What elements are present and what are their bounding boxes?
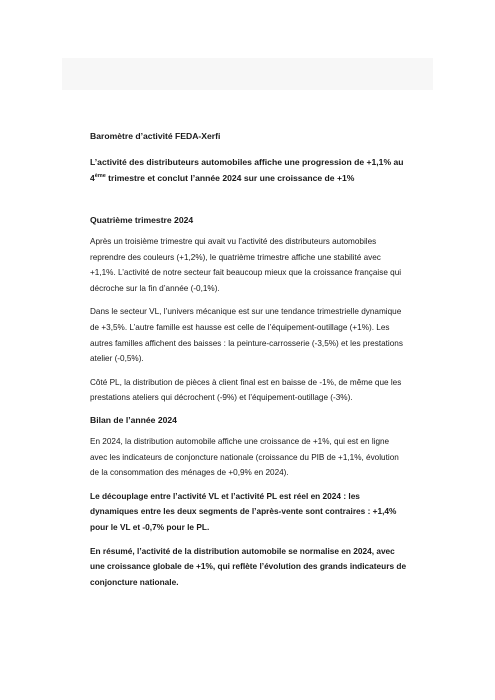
title-superscript: ème xyxy=(94,173,106,180)
section-heading-q4: Quatrième trimestre 2024 xyxy=(90,215,194,225)
paragraph: Dans le secteur VL, l’univers mécanique est sur une tendance trimestrielle dynamique de +3,5%. L’autre famille est hausse est celle de l’équipement-outillage (+1%). Les autres familles affichent des baisses : la peinture-carrosserie (-3,5%) et les prestations atelier (-0,5%). xyxy=(90,307,403,364)
document-title xyxy=(90,154,408,186)
document-kicker: Baromètre d’activité FEDA-Xerfi xyxy=(90,131,221,141)
title-text-end: trimestre et conclut l’année 2024 sur une croissance de +1% xyxy=(105,173,355,183)
title-text-start: L’activité des distributeurs automobiles affiche une progression de +1,1% au 4 xyxy=(90,157,404,183)
paragraph: Après un troisième trimestre qui avait vu l’activité des distributeurs automobiles reprendre des couleurs (+1,2%), le quatrième trimestre affiche une stabilité avec +1,1%. L’activité de notre secteur fait beaucoup mieux que la croissance française qui décroche sur la fin d’année (-0,1%). xyxy=(90,237,402,293)
section-heading-year: Bilan de l’année 2024 xyxy=(90,414,177,425)
document-body xyxy=(90,130,408,598)
paragraph: En 2024, la distribution automobile affiche une croissance de +1%, qui est en ligne avec les indicateurs de conjoncture nationale (croissance du PIB de +1,1%, évolution de la consommation des ménages de +0,9% en 2024). xyxy=(90,436,399,478)
bold-paragraph: En résumé, l’activité de la distribution automobile se normalise en 2024, avec une croissance globale de +1%, qui reflète l’évolution des grands indicateurs de conjoncture nationale. xyxy=(90,545,407,587)
bold-paragraph: Le découplage entre l’activité VL et l’activité PL est réel en 2024 : les dynamiques entre les deux segments de l’après-vente sont contraires : +1,4% pour le VL et -0,7% pour le PL. xyxy=(90,490,397,532)
paragraph: Côté PL, la distribution de pièces à client final est en baisse de -1%, de même que les prestations ateliers qui décrochent (-9%) et l’équipement-outillage (-3%). xyxy=(90,377,402,403)
header-band xyxy=(62,58,433,90)
